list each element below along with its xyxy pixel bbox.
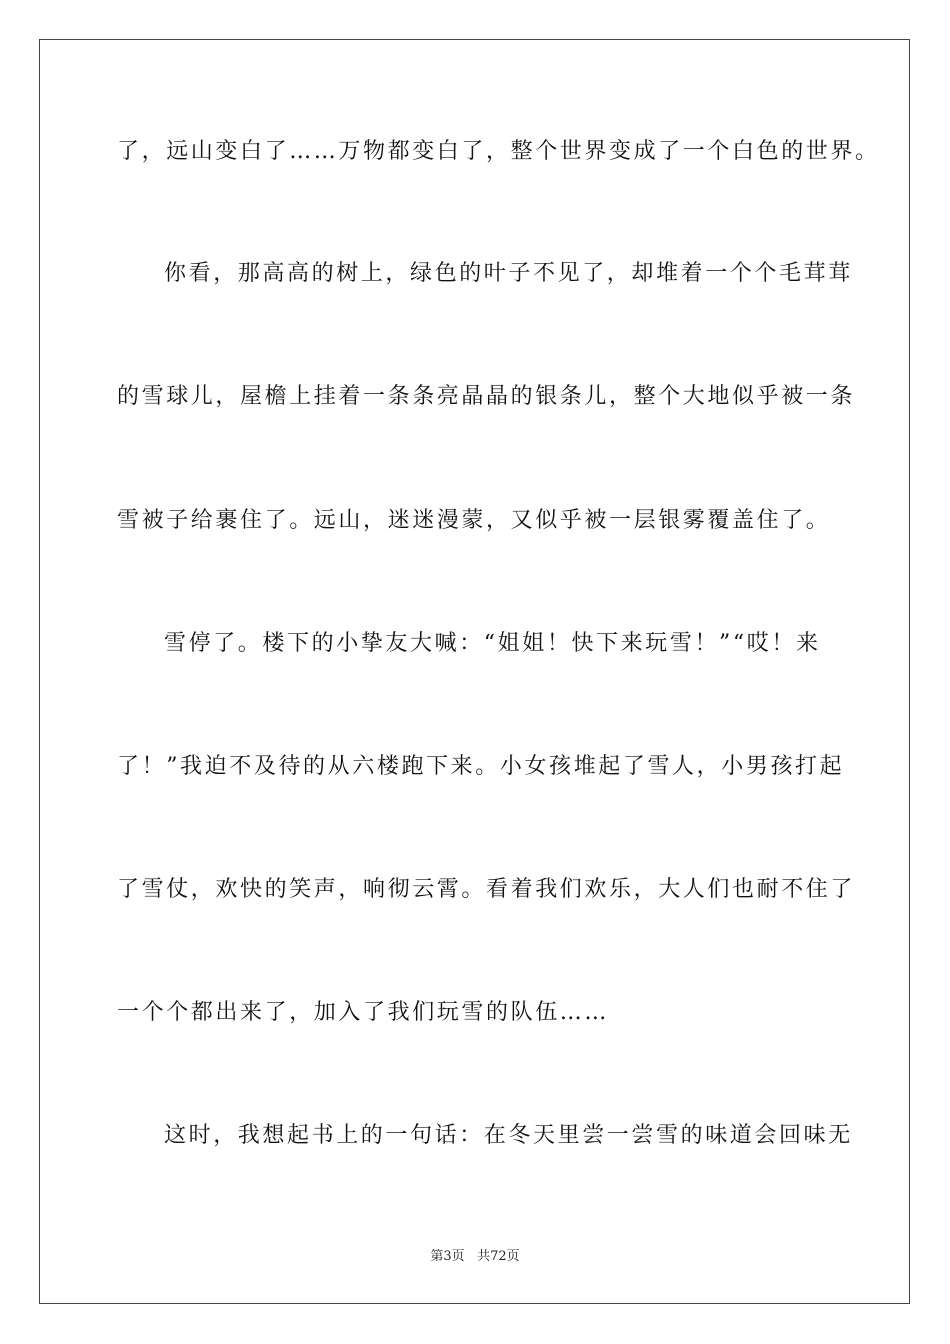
text-line: 一个个都出来了，加入了我们玩雪的队伍…… <box>117 1000 610 1025</box>
page-number: 第3页 <box>430 1249 465 1264</box>
text-line: 的雪球儿，屋檐上挂着一条条亮晶晶的银条儿，整个大地似乎被一条 <box>117 384 856 409</box>
paragraph-start-line: 这时，我想起书上的一句话：在冬天里尝一尝雪的味道会回味无 <box>164 1123 853 1148</box>
text-line: 了雪仗，欢快的笑声，响彻云霄。看着我们欢乐，大人们也耐不住了 <box>117 877 856 902</box>
total-pages: 共72页 <box>477 1249 520 1264</box>
text-line: 了，远山变白了……万物都变白了，整个世界变成了一个白色的世界。 <box>117 139 880 164</box>
text-line: 雪被子给裹住了。远山，迷迷漫蒙，又似乎被一层银雾覆盖住了。 <box>117 508 831 533</box>
paragraph-start-line: 雪停了。楼下的小挚友大喊：“姐姐！快下来玩雪！”“哎！来 <box>164 631 821 656</box>
text-line: 了！”我迫不及待的从六楼跑下来。小女孩堆起了雪人，小男孩打起 <box>117 754 845 779</box>
page-footer <box>0 1248 950 1266</box>
page-border <box>39 39 910 1304</box>
paragraph-start-line: 你看，那高高的树上，绿色的叶子不见了，却堆着一个个毛茸茸 <box>164 261 853 286</box>
